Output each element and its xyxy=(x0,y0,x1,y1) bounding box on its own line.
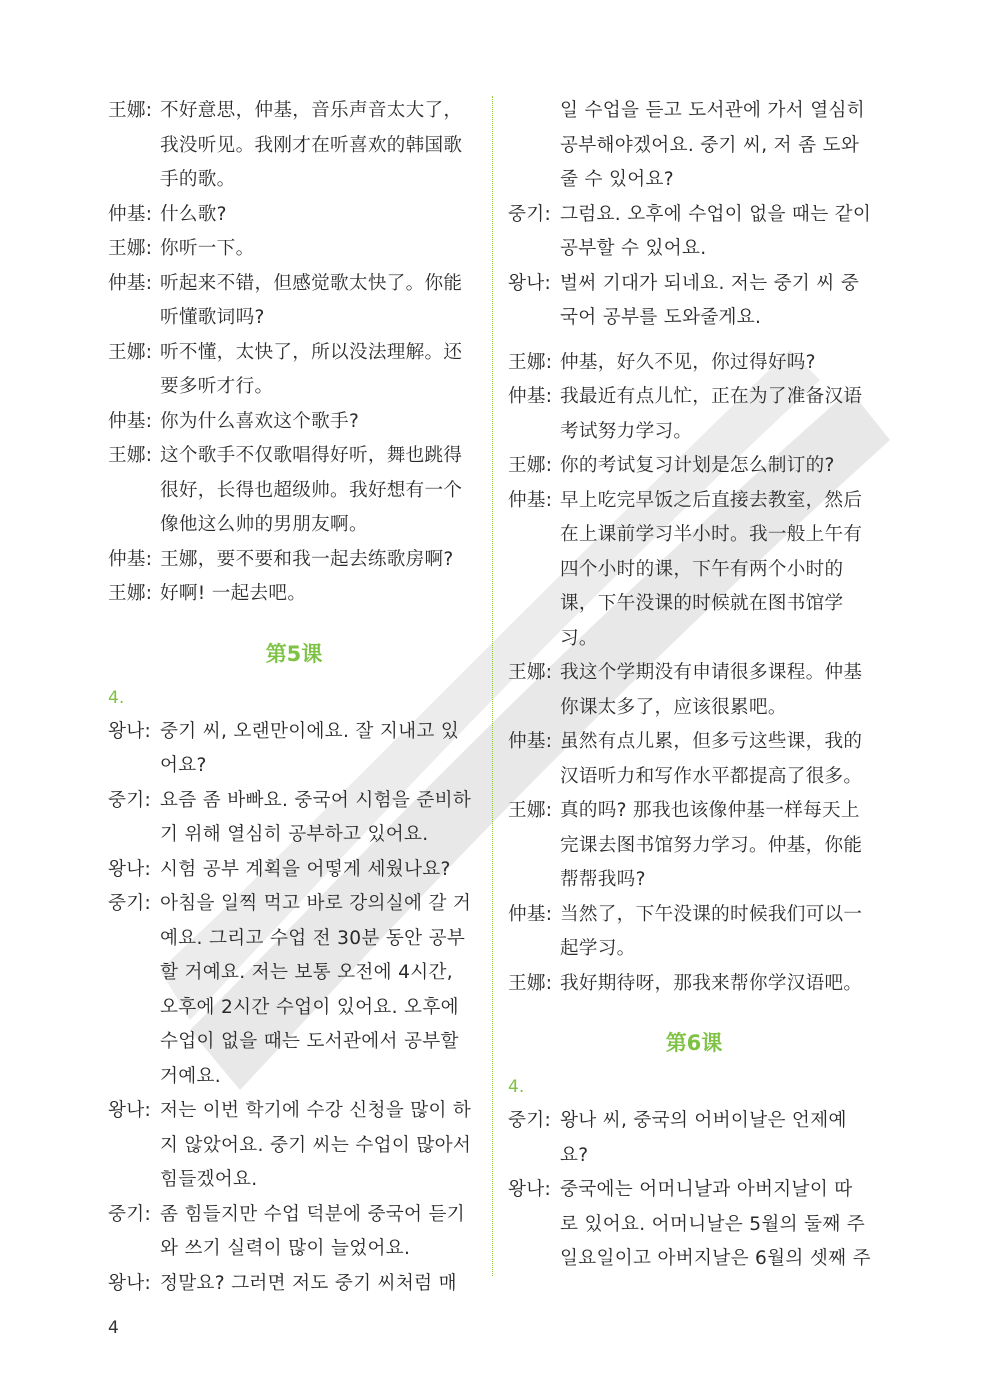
dialogue-text: 我好期待呀，那我来帮你学汉语吧。 xyxy=(560,972,863,994)
dialogue-line xyxy=(508,863,880,898)
dialogue-text: 习。 xyxy=(560,627,598,649)
dialogue-line xyxy=(508,198,880,233)
column-divider xyxy=(492,96,493,1276)
dialogue-text: 什么歌? xyxy=(160,203,227,225)
dialogue-line xyxy=(108,1129,480,1164)
dialogue-line xyxy=(108,749,480,784)
dialogue-line xyxy=(508,1242,880,1277)
lesson-heading: 第5课 xyxy=(265,641,323,666)
dialogue-text: 일요일이고 아버지날은 6월의 셋째 주 xyxy=(560,1248,871,1269)
dialogue-line xyxy=(508,1139,880,1174)
right-column xyxy=(508,94,880,1277)
dialogue-line xyxy=(508,1208,880,1243)
speaker-label: 왕나: xyxy=(508,272,552,294)
dialogue-line xyxy=(108,405,480,440)
dialogue-line xyxy=(108,94,480,129)
speaker-label: 중기: xyxy=(508,203,552,225)
dialogue-line xyxy=(108,129,480,164)
dialogue-text: 국어 공부를 도와줄게요. xyxy=(560,307,762,328)
dialogue-line xyxy=(508,967,880,1002)
dialogue-text: 힘들겠어요. xyxy=(160,1169,258,1190)
speaker-label: 仲基: xyxy=(508,386,553,407)
dialogue-line xyxy=(508,1104,880,1139)
speaker-label: 중기: xyxy=(108,1203,152,1225)
dialogue-line xyxy=(108,853,480,888)
dialogue-text: 完课去图书馆努力学习。仲基，你能 xyxy=(560,834,863,856)
speaker-label: 중기: xyxy=(508,1110,552,1131)
dialogue-line xyxy=(108,956,480,991)
dialogue-text: 어요? xyxy=(160,755,207,776)
dialogue-text: 汉语听力和写作水平都提高了很多。 xyxy=(560,765,863,787)
dialogue-text: 중국에는 어머니날과 아버지날이 따 xyxy=(560,1179,853,1200)
dialogue-line xyxy=(508,829,880,864)
dialogue-text: 好啊! 一起去吧。 xyxy=(160,583,307,604)
dialogue-line xyxy=(108,784,480,819)
speaker-label: 왕나: xyxy=(108,858,152,880)
dialogue-line xyxy=(508,518,880,553)
dialogue-line xyxy=(508,232,880,267)
dialogue-text: 虽然有点儿累，但多亏这些课，我的 xyxy=(560,731,863,752)
dialogue-line xyxy=(108,508,480,543)
speaker-label: 왕나: xyxy=(108,1272,152,1294)
dialogue-line xyxy=(508,267,880,302)
dialogue-text: 课，下午没课的时候就在图书馆学 xyxy=(560,593,844,614)
speaker-label: 王娜: xyxy=(108,583,153,604)
dialogue-text: 그럼요. 오후에 수업이 없을 때는 같이 xyxy=(560,203,872,225)
dialogue-text: 예요. 그리고 수업 전 30분 동안 공부 xyxy=(160,927,466,949)
dialogue-line xyxy=(508,656,880,691)
dialogue-line xyxy=(508,553,880,588)
dialogue-line xyxy=(108,922,480,957)
dialogue-text: 벌써 기대가 되네요. 저는 중기 씨 중 xyxy=(560,272,860,294)
dialogue-line xyxy=(508,301,880,336)
dialogue-text: 考试努力学习。 xyxy=(560,420,693,442)
dialogue-line xyxy=(508,346,880,381)
dialogue-text: 早上吃完早饭之后直接去教室，然后 xyxy=(560,489,863,511)
dialogue-line xyxy=(108,439,480,474)
dialogue-line xyxy=(108,1232,480,1267)
dialogue-line xyxy=(508,898,880,933)
dialogue-text: 我没听见。我刚才在听喜欢的韩国歌 xyxy=(160,134,463,156)
dialogue-line xyxy=(508,622,880,657)
dialogue-text: 기 위해 열심히 공부하고 있어요. xyxy=(160,824,429,845)
dialogue-line xyxy=(508,1173,880,1208)
speaker-label: 王娜: xyxy=(508,351,553,373)
dialogue-line xyxy=(108,232,480,267)
dialogue-text: 지 않았어요. 중기 씨는 수업이 많아서 xyxy=(160,1134,472,1156)
dialogue-continuation: 공부해야겠어요. 중기 씨, 저 좀 도와 xyxy=(560,134,860,156)
dialogue-line xyxy=(108,715,480,750)
dialogue-line xyxy=(508,484,880,519)
section-spacer xyxy=(508,336,880,346)
dialogue-line xyxy=(108,267,480,302)
dialogue-text: 像他这么帅的男朋友啊。 xyxy=(160,514,368,535)
dialogue-continuation: 일 수업을 듣고 도서관에 가서 열심히 xyxy=(560,100,865,121)
dialogue-line xyxy=(108,1267,480,1302)
dialogue-text: 거예요. xyxy=(160,1065,221,1087)
dialogue-text: 아침을 일찍 먹고 바로 강의실에 갈 거 xyxy=(160,893,472,914)
speaker-label: 王娜: xyxy=(108,100,153,121)
exercise-number: 4. xyxy=(108,687,125,708)
speaker-label: 仲基: xyxy=(508,731,553,752)
dialogue-text: 听起来不错，但感觉歌太快了。你能 xyxy=(160,272,463,294)
dialogue-line xyxy=(108,474,480,509)
dialogue-text: 起学习。 xyxy=(560,938,636,959)
dialogue-text: 很好，长得也超级帅。我好想有一个 xyxy=(160,479,463,501)
speaker-label: 왕나: xyxy=(508,1179,552,1200)
speaker-label: 仲基: xyxy=(508,489,553,511)
exercise-number: 4. xyxy=(508,1077,525,1097)
dialogue-text: 오후에 2시간 수업이 있어요. 오후에 xyxy=(160,996,459,1018)
dialogue-text: 真的吗? 那我也该像仲基一样每天上 xyxy=(560,800,860,821)
speaker-label: 仲基: xyxy=(108,203,153,225)
dialogue-text: 这个歌手不仅歌唱得好听，舞也跳得 xyxy=(160,445,463,466)
dialogue-text: 왕나 씨, 중국의 어버이날은 언제예 xyxy=(560,1110,847,1131)
dialogue-line xyxy=(508,380,880,415)
dialogue-text: 정말요? 그러면 저도 중기 씨처럼 매 xyxy=(160,1272,457,1294)
dialogue-line xyxy=(108,336,480,371)
left-column xyxy=(108,94,480,1301)
speaker-label: 중기: xyxy=(108,893,152,914)
speaker-label: 왕나: xyxy=(108,1100,152,1121)
dialogue-line xyxy=(108,1094,480,1129)
dialogue-line xyxy=(108,163,480,198)
dialogue-text: 要多听才行。 xyxy=(160,376,274,397)
dialogue-line xyxy=(108,301,480,336)
dialogue-text: 좀 힘들지만 수업 덕분에 중국어 듣기 xyxy=(160,1203,465,1225)
dialogue-text: 在上课前学习半小时。我一般上午有 xyxy=(560,524,863,545)
dialogue-line xyxy=(108,370,480,405)
dialogue-text: 你为什么喜欢这个歌手? xyxy=(160,410,360,432)
dialogue-text: 仲基，好久不见，你过得好吗? xyxy=(560,351,816,373)
dialogue-text: 不好意思，仲基，音乐声音太大了， xyxy=(160,100,463,121)
dialogue-text: 로 있어요. 어머니날은 5월의 둘째 주 xyxy=(560,1213,866,1235)
dialogue-text: 요즘 좀 바빠요. 중국어 시험을 준비하 xyxy=(160,789,472,811)
dialogue-line xyxy=(108,1163,480,1198)
speaker-label: 仲基: xyxy=(108,548,153,570)
dialogue-line xyxy=(108,543,480,578)
dialogue-text: 听懂歌词吗? xyxy=(160,307,265,328)
dialogue-text: 你的考试复习计划是怎么制订的? xyxy=(560,455,835,476)
dialogue-line xyxy=(108,1198,480,1233)
dialogue-text: 중기 씨, 오랜만이에요. 잘 지내고 있 xyxy=(160,720,460,742)
dialogue-line xyxy=(108,577,480,612)
dialogue-text: 手的歌。 xyxy=(160,169,236,190)
dialogue-line xyxy=(508,725,880,760)
dialogue-text: 你听一下。 xyxy=(160,238,255,259)
dialogue-text: 四个小时的课，下午有两个小时的 xyxy=(560,558,844,580)
dialogue-text: 할 거예요. 저는 보통 오전에 4시간, xyxy=(160,962,454,983)
dialogue-text: 시험 공부 계획을 어떻게 세웠나요? xyxy=(160,858,451,880)
dialogue-text: 我最近有点儿忙，正在为了准备汉语 xyxy=(560,386,863,407)
dialogue-text: 수업이 없을 때는 도서관에서 공부할 xyxy=(160,1031,459,1052)
speaker-label: 王娜: xyxy=(508,455,553,476)
speaker-label: 王娜: xyxy=(508,800,553,821)
speaker-label: 왕나: xyxy=(108,720,152,742)
speaker-label: 王娜: xyxy=(508,972,553,994)
speaker-label: 王娜: xyxy=(108,238,153,259)
dialogue-text: 공부할 수 있어요. xyxy=(560,238,707,259)
dialogue-line xyxy=(508,760,880,795)
lesson-heading: 第6课 xyxy=(665,1031,723,1055)
dialogue-text: 저는 이번 학기에 수강 신청을 많이 하 xyxy=(160,1100,472,1121)
dialogue-line xyxy=(508,691,880,726)
dialogue-line xyxy=(108,1060,480,1095)
speaker-label: 王娜: xyxy=(108,341,153,363)
dialogue-line xyxy=(108,991,480,1026)
page-number: 4 xyxy=(108,1318,119,1338)
dialogue-line xyxy=(108,1025,480,1060)
dialogue-text: 我这个学期没有申请很多课程。仲基 xyxy=(560,662,863,683)
dialogue-continuation: 줄 수 있어요? xyxy=(560,169,674,190)
dialogue-line xyxy=(508,932,880,967)
dialogue-line xyxy=(508,449,880,484)
dialogue-line xyxy=(108,887,480,922)
speaker-label: 王娜: xyxy=(108,445,153,466)
dialogue-text: 와 쓰기 실력이 많이 늘었어요. xyxy=(160,1238,411,1259)
speaker-label: 仲基: xyxy=(108,272,153,294)
dialogue-text: 帮帮我吗? xyxy=(560,869,646,890)
dialogue-text: 王娜，要不要和我一起去练歌房啊? xyxy=(160,548,454,570)
dialogue-line xyxy=(108,198,480,233)
dialogue-text: 你课太多了，应该很累吧。 xyxy=(560,696,787,718)
speaker-label: 仲基: xyxy=(108,410,153,432)
dialogue-line xyxy=(508,415,880,450)
dialogue-line xyxy=(508,794,880,829)
dialogue-line xyxy=(508,587,880,622)
dialogue-line xyxy=(108,818,480,853)
speaker-label: 仲基: xyxy=(508,903,553,925)
dialogue-text: 요? xyxy=(560,1144,589,1166)
dialogue-text: 听不懂，太快了，所以没法理解。还 xyxy=(160,341,463,363)
dialogue-text: 当然了，下午没课的时候我们可以一 xyxy=(560,903,863,925)
speaker-label: 王娜: xyxy=(508,662,553,683)
speaker-label: 중기: xyxy=(108,789,152,811)
